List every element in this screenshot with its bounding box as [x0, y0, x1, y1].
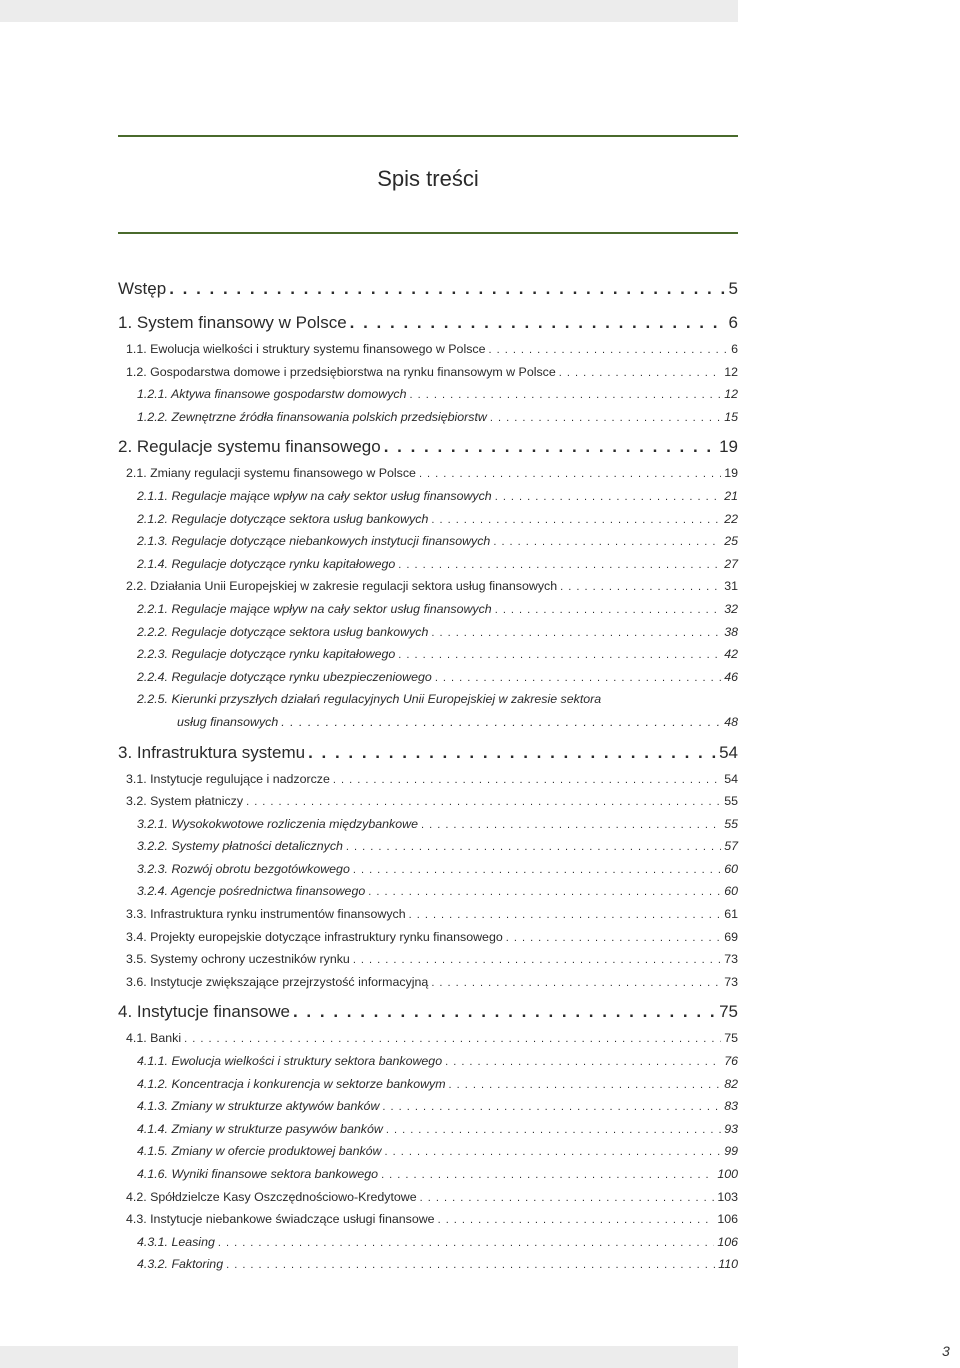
dot-leader — [431, 622, 721, 645]
toc-entry-page: 110 — [718, 1257, 738, 1272]
dot-leader — [488, 339, 728, 362]
toc-entry-label: 2.2.1. Regulacje mające wpływ na cały sektor usług finansowych — [137, 601, 492, 616]
toc-entry[interactable] — [118, 1050, 738, 1073]
toc-entry-label: 2.1.3. Regulacje dotyczące niebankowych instytucji finansowych — [137, 534, 491, 549]
toc-entry[interactable] — [118, 406, 738, 429]
toc-entry-label: 2.2.2. Regulacje dotyczące sektora usług bankowych — [137, 624, 429, 639]
title-rule-top — [118, 135, 738, 137]
toc-entry-page: 60 — [724, 861, 738, 876]
dot-leader — [353, 949, 721, 972]
top-band — [0, 0, 738, 22]
toc-entry-label: 4.3. Instytucje niebankowe świadczące usługi finansowe — [126, 1212, 435, 1227]
toc-entry-label: 4.1.1. Ewolucja wielkości i struktury sektora bankowego — [137, 1054, 443, 1069]
dot-leader — [218, 1232, 714, 1255]
dot-leader — [398, 554, 721, 577]
toc-entry[interactable] — [118, 621, 738, 644]
toc-entry-page: 38 — [724, 624, 738, 639]
toc-entry[interactable] — [118, 971, 738, 994]
toc-entry[interactable] — [118, 643, 738, 666]
toc-entry[interactable] — [118, 880, 738, 903]
dot-leader — [308, 738, 716, 768]
toc-entry[interactable] — [118, 432, 738, 462]
dot-leader — [382, 1096, 721, 1119]
toc-entry[interactable] — [118, 1140, 738, 1163]
toc-entry-page: 76 — [724, 1054, 738, 1069]
toc-entry-page: 48 — [724, 714, 738, 729]
toc-entry-page: 73 — [724, 974, 738, 989]
dot-leader — [350, 308, 726, 338]
toc-entry-label: Wstęp — [118, 279, 167, 298]
toc-entry-label: 4.1.2. Koncentracja i konkurencja w sektorze bankowym — [137, 1076, 446, 1091]
toc-entry[interactable] — [118, 508, 738, 531]
title-rule-bottom — [118, 232, 738, 234]
dot-leader — [506, 927, 721, 950]
toc-entry[interactable] — [118, 485, 738, 508]
dot-leader — [281, 711, 721, 734]
toc-entry-label: 3.4. Projekty europejskie dotyczące infrastruktury rynku finansowego — [126, 929, 503, 944]
toc-entry-label: 1.2. Gospodarstwa domowe i przedsiębiorstwa na rynku finansowym w Polsce — [126, 364, 556, 379]
toc-entry-label: 3.2.3. Rozwój obrotu bezgotówkowego — [137, 861, 350, 876]
toc-entry-label: 4.1.4. Zmiany w strukturze pasywów banków — [137, 1121, 383, 1136]
toc-entry[interactable] — [118, 1163, 738, 1186]
dot-leader — [431, 972, 721, 995]
dot-leader — [495, 486, 722, 509]
toc-entry[interactable] — [118, 575, 738, 598]
toc-entry-page: 54 — [724, 771, 738, 786]
toc-entry-page: 100 — [717, 1167, 738, 1181]
toc-entry-page: 32 — [724, 601, 738, 616]
toc-entry[interactable] — [118, 1186, 738, 1209]
toc-entry[interactable] — [118, 553, 738, 576]
toc-entry-label: 2.1.2. Regulacje dotyczące sektora usług bankowych — [137, 511, 429, 526]
toc-entry-label: 1. System finansowy w Polsce — [118, 313, 347, 332]
dot-leader — [421, 814, 721, 837]
toc-entry-label: 2.1. Zmiany regulacji systemu finansowego w Polsce — [126, 466, 416, 481]
toc-entry-label: 4.1.3. Zmiany w strukturze aktywów banków — [137, 1099, 380, 1114]
table-of-contents — [118, 274, 738, 1276]
toc-entry[interactable] — [118, 738, 738, 768]
toc-entry-page: 60 — [724, 884, 738, 899]
toc-entry-page: 25 — [724, 534, 738, 549]
toc-entry-page: 57 — [724, 839, 738, 854]
dot-leader — [560, 576, 721, 599]
toc-entry-page: 12 — [724, 387, 738, 402]
toc-entry-label: 3.5. Systemy ochrony uczestników rynku — [126, 952, 350, 967]
dot-leader — [293, 997, 716, 1027]
toc-entry-page: 106 — [717, 1234, 738, 1249]
toc-entry-label-continued: usług finansowych — [177, 714, 279, 729]
toc-entry-page: 5 — [728, 279, 738, 298]
toc-entry-page: 93 — [724, 1121, 738, 1136]
toc-entry[interactable] — [118, 997, 738, 1027]
dot-leader — [346, 836, 721, 859]
toc-entry-label: 3.2. System płatniczy — [126, 794, 244, 809]
toc-entry[interactable] — [118, 666, 738, 689]
toc-entry-label: 3.2.1. Wysokokwotowe rozliczenia międzybankowe — [137, 816, 418, 831]
toc-entry[interactable] — [118, 598, 738, 621]
toc-entry-page: 12 — [724, 364, 738, 379]
dot-leader — [333, 769, 721, 792]
toc-entry-label: 1.2.1. Aktywa finansowe gospodarstw domowych — [137, 387, 407, 402]
toc-entry[interactable] — [118, 768, 738, 791]
toc-entry[interactable] — [118, 361, 738, 384]
toc-entry-page: 106 — [717, 1212, 738, 1227]
dot-leader — [385, 1141, 722, 1164]
toc-entry[interactable] — [118, 1208, 738, 1231]
dot-leader — [246, 791, 721, 814]
toc-entry-label: 2.2.4. Regulacje dotyczące rynku ubezpieczeniowego — [137, 669, 432, 684]
toc-entry[interactable] — [118, 858, 738, 881]
toc-entry[interactable] — [118, 338, 738, 361]
bottom-band — [0, 1346, 738, 1368]
toc-entry-page: 31 — [724, 579, 738, 594]
toc-entry-label: 3.6. Instytucje zwiększające przejrzystość informacyjną — [126, 974, 429, 989]
dot-leader — [353, 859, 721, 882]
toc-entry-page: 27 — [724, 556, 738, 571]
toc-entry-label: 3.3. Infrastruktura rynku instrumentów finansowych — [126, 907, 406, 922]
toc-entry[interactable] — [118, 948, 738, 971]
toc-entry-page: 82 — [724, 1076, 738, 1091]
dot-leader — [438, 1209, 715, 1232]
toc-entry[interactable] — [118, 1231, 738, 1254]
toc-entry-label: 3. Infrastruktura systemu — [118, 742, 306, 762]
toc-entry-page: 69 — [724, 929, 738, 944]
dot-leader — [381, 1164, 714, 1187]
dot-leader — [386, 1119, 721, 1142]
toc-entry[interactable] — [118, 1095, 738, 1118]
dot-leader — [226, 1254, 715, 1277]
toc-entry[interactable] — [118, 926, 738, 949]
dot-leader — [384, 432, 716, 462]
dot-leader — [559, 362, 721, 385]
toc-entry-page: 103 — [717, 1189, 738, 1204]
toc-entry-page: 83 — [724, 1099, 738, 1114]
toc-entry-page: 19 — [719, 437, 738, 457]
toc-entry-label: 3.2.4. Agencje pośrednictwa finansowego — [137, 884, 366, 899]
toc-entry-page: 19 — [724, 466, 738, 481]
toc-entry[interactable] — [118, 308, 738, 338]
toc-entry-page: 55 — [724, 816, 738, 831]
page-title: Spis treści — [377, 166, 479, 191]
toc-entry-label: 2.2.3. Regulacje dotyczące rynku kapitałowego — [137, 647, 396, 662]
toc-entry-page: 6 — [731, 342, 738, 356]
dot-leader — [420, 1187, 715, 1210]
toc-entry-label: 4. Instytucje finansowe — [118, 1002, 290, 1022]
toc-entry-page: 75 — [719, 1002, 738, 1022]
toc-entry-page: 75 — [724, 1031, 738, 1046]
toc-entry-label: 4.3.1. Leasing — [137, 1234, 215, 1249]
dot-leader — [445, 1051, 721, 1074]
toc-entry-label: 2.1.4. Regulacje dotyczące rynku kapitałowego — [137, 556, 396, 571]
dot-leader — [169, 274, 725, 304]
toc-entry-label: 4.2. Spółdzielcze Kasy Oszczędnościowo-Kredytowe — [126, 1189, 417, 1204]
toc-entry[interactable] — [118, 1253, 738, 1276]
dot-leader — [409, 904, 722, 927]
toc-entry[interactable] — [118, 688, 738, 733]
dot-leader — [431, 509, 721, 532]
dot-leader — [490, 407, 721, 430]
toc-entry-page: 61 — [724, 907, 738, 922]
toc-entry-label: 4.3.2. Faktoring — [137, 1257, 224, 1272]
toc-entry-label: 4.1.6. Wyniki finansowe sektora bankowego — [137, 1167, 379, 1181]
toc-entry-page: 73 — [724, 952, 738, 967]
toc-entry-page: 15 — [724, 409, 738, 424]
toc-entry-label: 4.1. Banki — [126, 1031, 182, 1046]
toc-entry-page: 6 — [728, 313, 738, 332]
dot-leader — [435, 667, 721, 690]
toc-entry-page: 22 — [724, 511, 738, 526]
toc-entry-page: 99 — [724, 1144, 738, 1159]
toc-entry-label: 4.1.5. Zmiany w ofercie produktowej banków — [137, 1144, 382, 1159]
dot-leader — [449, 1074, 722, 1097]
dot-leader — [410, 384, 722, 407]
toc-entry-page: 54 — [719, 742, 738, 762]
dot-leader — [495, 599, 722, 622]
toc-entry[interactable] — [118, 790, 738, 813]
toc-entry-label: 2.2. Działania Unii Europejskiej w zakresie regulacji sektora usług finansowych — [126, 579, 558, 594]
toc-entry[interactable] — [118, 1073, 738, 1096]
toc-entry[interactable] — [118, 813, 738, 836]
toc-entry-page: 21 — [724, 488, 738, 503]
page-number: 3 — [942, 1343, 950, 1359]
toc-entry-label: 2.1.1. Regulacje mające wpływ na cały sektor usług finansowych — [137, 488, 492, 503]
dot-leader — [184, 1028, 721, 1051]
toc-entry-label: 2.2.5. Kierunki przyszłych działań regulacyjnych Unii Europejskiej w zakresie sektora — [137, 692, 602, 707]
toc-entry[interactable] — [118, 1027, 738, 1050]
toc-entry[interactable] — [118, 530, 738, 553]
toc-entry[interactable] — [118, 835, 738, 858]
dot-leader — [398, 644, 721, 667]
toc-entry-page: 46 — [724, 669, 738, 684]
toc-entry[interactable] — [118, 462, 738, 485]
dot-leader — [368, 881, 721, 904]
toc-entry-page: 55 — [724, 794, 738, 809]
dot-leader — [493, 531, 721, 554]
toc-entry-label: 1.1. Ewolucja wielkości i struktury systemu finansowego w Polsce — [126, 342, 486, 356]
toc-entry-label: 3.2.2. Systemy płatności detalicznych — [137, 839, 343, 854]
toc-entry[interactable] — [118, 903, 738, 926]
toc-entry-label: 3.1. Instytucje regulujące i nadzorcze — [126, 771, 330, 786]
toc-entry[interactable] — [118, 1118, 738, 1141]
toc-entry-page: 42 — [724, 647, 738, 662]
dot-leader — [419, 463, 721, 486]
toc-entry[interactable] — [118, 274, 738, 304]
toc-entry-label: 2. Regulacje systemu finansowego — [118, 437, 381, 457]
toc-entry[interactable] — [118, 383, 738, 406]
toc-entry-label: 1.2.2. Zewnętrzne źródła finansowania polskich przedsiębiorstw — [137, 409, 487, 424]
